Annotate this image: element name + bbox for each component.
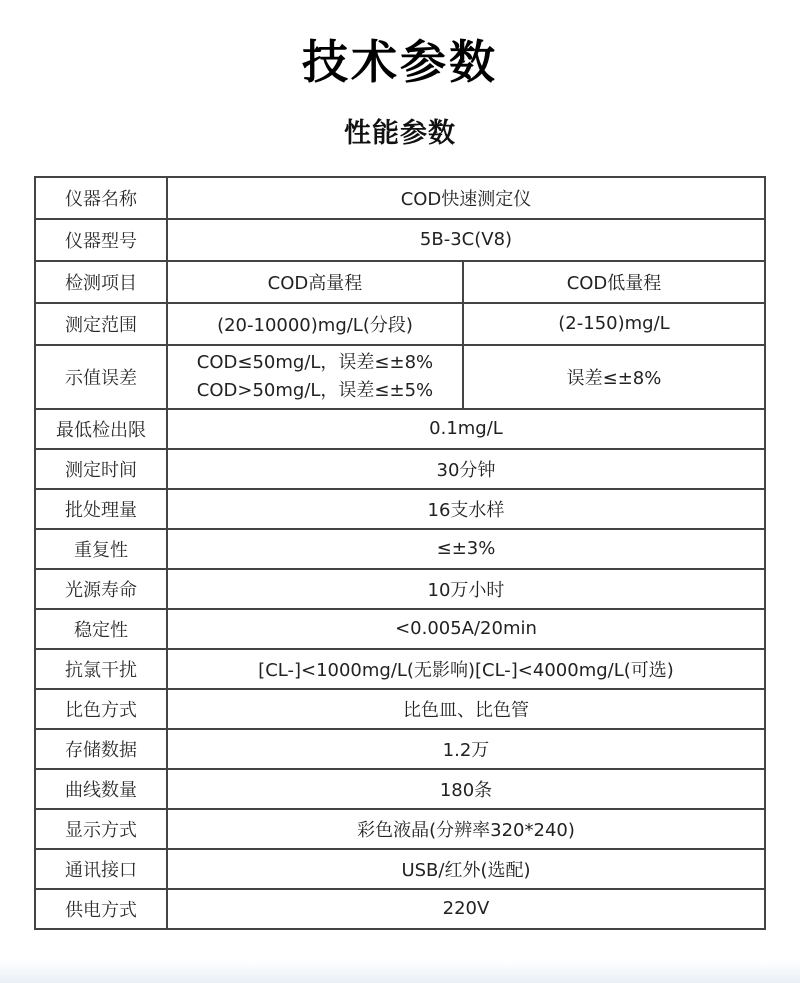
error-spec-line-1: COD≤50mg/L，误差≤±8% — [196, 352, 434, 373]
row-label: 批处理量 — [35, 489, 167, 529]
table-row-stability — [35, 609, 765, 649]
table-row-data-storage — [35, 729, 765, 769]
row-label: 存储数据 — [35, 729, 167, 769]
table-row-measure-time — [35, 449, 765, 489]
row-value: <0.005A/20min — [167, 609, 765, 649]
row-label: 供电方式 — [35, 889, 167, 929]
page-title: 技术参数 — [302, 35, 498, 89]
row-label: 比色方式 — [35, 689, 167, 729]
row-value: 1.2万 — [167, 729, 765, 769]
row-value: 30分钟 — [167, 449, 765, 489]
row-value: USB/红外(选配) — [167, 849, 765, 889]
table-row-indication-error — [35, 345, 765, 409]
table-row-batch-capacity — [35, 489, 765, 529]
row-label: 最低检出限 — [35, 409, 167, 449]
row-value: 10万小时 — [167, 569, 765, 609]
row-value: 比色皿、比色管 — [167, 689, 765, 729]
bottom-fade-decoration — [0, 961, 800, 983]
error-spec-line-2: COD>50mg/L，误差≤±5% — [196, 379, 434, 401]
row-label: 仪器型号 — [35, 219, 167, 261]
table-row-power-supply — [35, 889, 765, 929]
row-value: 16支水样 — [167, 489, 765, 529]
row-label: 检测项目 — [35, 261, 167, 303]
row-label: 通讯接口 — [35, 849, 167, 889]
table-row-chloride-resistance — [35, 649, 765, 689]
table-row-communication-port — [35, 849, 765, 889]
table-row-curve-count — [35, 769, 765, 809]
row-value-high-range — [167, 345, 463, 409]
row-value: 180条 — [167, 769, 765, 809]
row-label: 示值误差 — [35, 345, 167, 409]
table-row-instrument-name — [35, 177, 765, 219]
table-row-detection-item — [35, 261, 765, 303]
row-value: 0.1mg/L — [167, 409, 765, 449]
row-value: 彩色液晶(分辨率320*240) — [167, 809, 765, 849]
spec-table — [34, 176, 766, 930]
row-value: 5B-3C(V8) — [167, 219, 765, 261]
section-title: 性能参数 — [344, 117, 456, 149]
row-label: 仪器名称 — [35, 177, 167, 219]
table-row-repeatability — [35, 529, 765, 569]
row-value: ≤±3% — [167, 529, 765, 569]
row-value-low-range: 误差≤±8% — [463, 345, 765, 409]
table-row-instrument-model — [35, 219, 765, 261]
table-row-display-type — [35, 809, 765, 849]
row-value-high-range: COD高量程 — [167, 261, 463, 303]
row-label: 稳定性 — [35, 609, 167, 649]
table-row-detection-limit — [35, 409, 765, 449]
row-label: 显示方式 — [35, 809, 167, 849]
row-value-low-range: COD低量程 — [463, 261, 765, 303]
row-value: 220V — [167, 889, 765, 929]
row-label: 曲线数量 — [35, 769, 167, 809]
table-row-colorimetric-method — [35, 689, 765, 729]
table-row-light-source-life — [35, 569, 765, 609]
table-row-measure-range — [35, 303, 765, 345]
row-label: 测定时间 — [35, 449, 167, 489]
row-value-high-range: (20-10000)mg/L(分段) — [167, 303, 463, 345]
row-label: 测定范围 — [35, 303, 167, 345]
row-label: 重复性 — [35, 529, 167, 569]
row-label: 抗氯干扰 — [35, 649, 167, 689]
row-value: [CL-]<1000mg/L(无影响)[CL-]<4000mg/L(可选) — [167, 649, 765, 689]
row-value: COD快速测定仪 — [167, 177, 765, 219]
row-label: 光源寿命 — [35, 569, 167, 609]
row-value-low-range: (2-150)mg/L — [463, 303, 765, 345]
